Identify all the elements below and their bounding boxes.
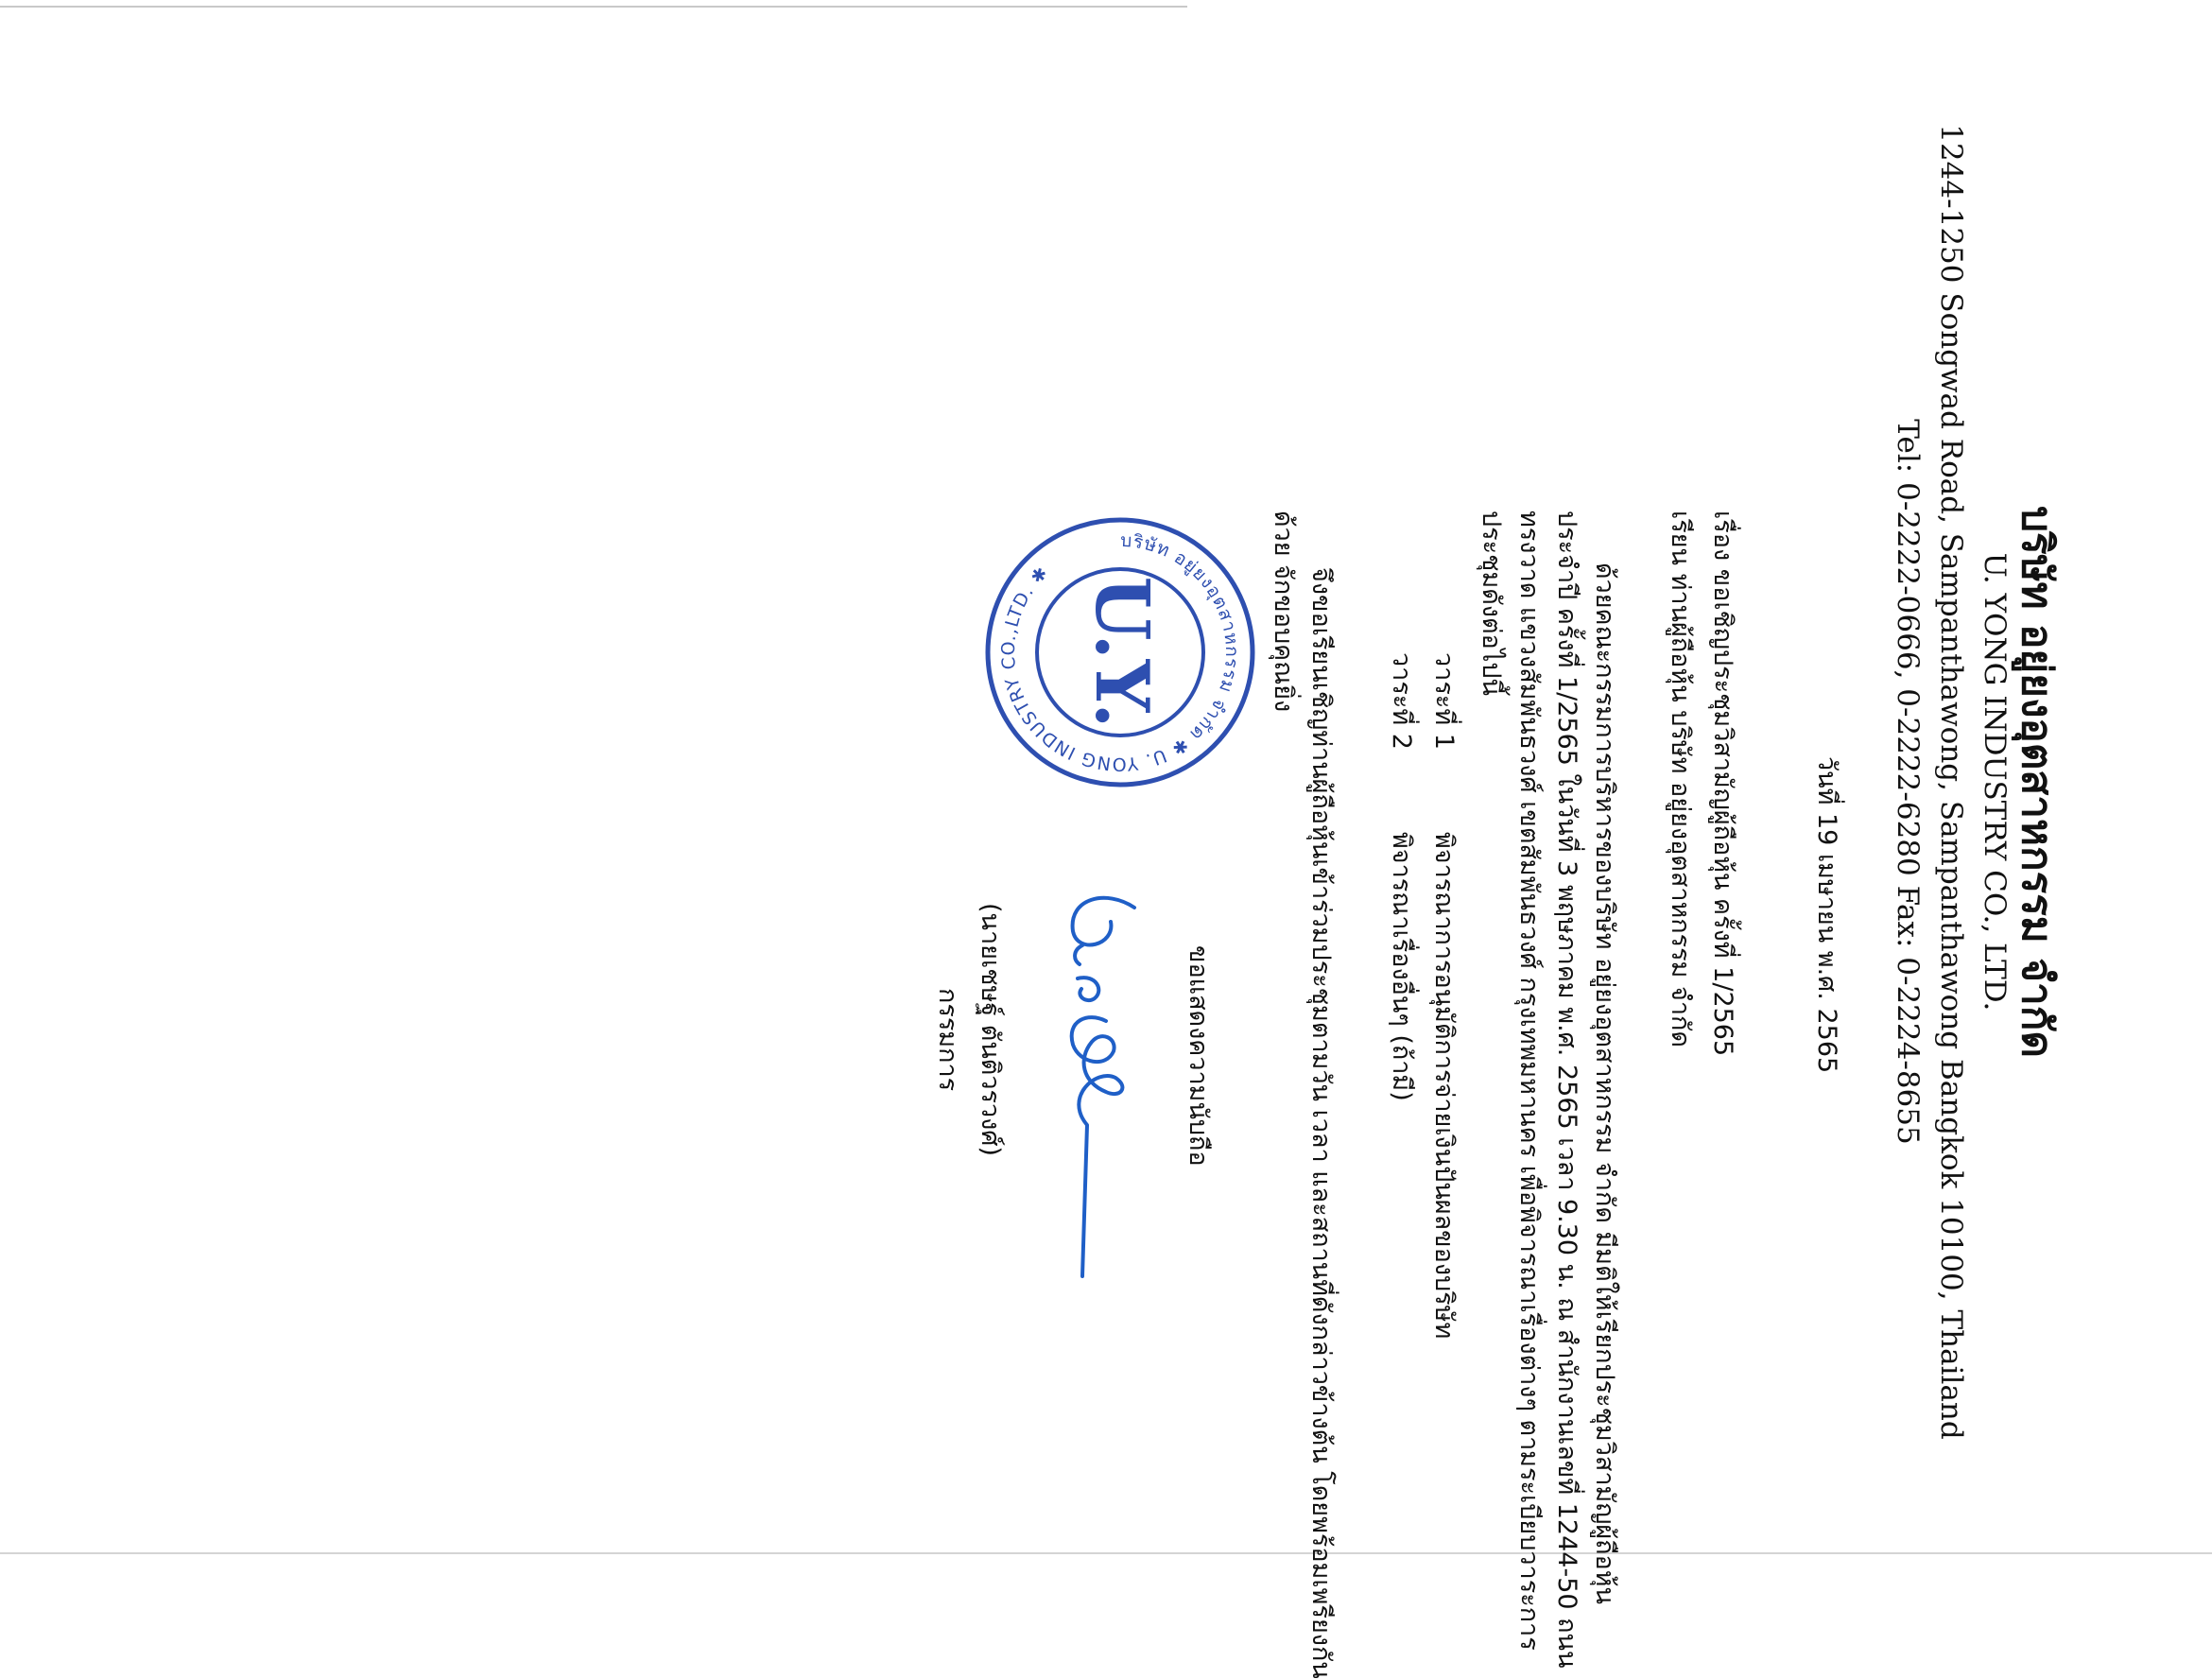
letter-date: วันที่ 19 เมษายน พ.ศ. 2565 xyxy=(1812,756,1841,1074)
company-contact: Tel: 0-2222-0666, 0-2222-6280 Fax: 0-2224-8655 xyxy=(1891,419,1925,1145)
handwritten-signature xyxy=(1011,879,1172,1286)
agenda-text: พิจารณาการอนุมัติการจ่ายเงินปันผลของบริษัท xyxy=(1429,832,1459,1340)
closing-line: ด้วย จักขอบคุณยิ่ง xyxy=(1269,511,1298,713)
agenda-label: วาระที่ 2 xyxy=(1387,652,1416,750)
body-line: ประชุมดังต่อไปนี้ xyxy=(1477,511,1506,696)
signer-title: กรรมการ xyxy=(933,988,962,1092)
company-name-english: U. YONG INDUSTRY CO., LTD. xyxy=(1978,552,2012,1012)
body-line: ประจำปี ครั้งที่ 1/2565 ในวันที่ 3 พฤษภาคม พ.ศ. 2565 เวลา 9.30 น. ณ สำนักงานเลขที่ 1244-50 ถนน xyxy=(1552,511,1581,1669)
agenda-label: วาระที่ 1 xyxy=(1429,652,1459,750)
svg-text:บริษัท อยู่ยงอุตสาหกรรม จำกัด: บริษัท อยู่ยงอุตสาหกรรม จำกัด ✱ U. YONG INDUSTRY CO.,LTD. ✱ xyxy=(997,529,1243,775)
body-line: ด้วยคณะกรรมการบริหารของบริษัท อยู่ยงอุตสาหกรรม จำกัด มีมติให้เรียกประชุมวิสามัญผู้ถือหุ้น xyxy=(1590,563,1619,1604)
letter-subject: เรื่อง ขอเชิญประชุมวิสามัญผู้ถือหุ้น ครั้งที่ 1/2565 xyxy=(1708,511,1737,1057)
company-address: 1244-1250 Songwad Road, Sampanthawong, Sampanthawong Bangkok 10100, Thailand xyxy=(1934,124,1968,1440)
body-line: ทรงวาด แขวงสัมพันธวงศ์ เขตสัมพันธวงศ์ กรุงเทพมหานคร เพื่อพิจารณาเรื่องต่างๆ ตามระเบียบวาระการ xyxy=(1514,511,1544,1651)
company-seal-stamp xyxy=(978,511,1262,794)
closing-regards: ขอแสดงความนับถือ xyxy=(1184,945,1213,1167)
closing-line: จึงขอเรียนเชิญท่านผู้ถือหุ้นเข้าร่วมประชุมตามวัน เวลา และสถานที่ดังกล่าวข้างต้น โดยพร้อมเพรียงกัน xyxy=(1306,567,1336,1679)
letter-salutation: เรียน ท่านผู้ถือหุ้น บริษัท อยู่ยงอุตสาหกรรม จำกัด xyxy=(1666,511,1695,1047)
company-name-thai: บริษัท อยู่ยงอุตสาหกรรม จำกัด xyxy=(2013,506,2061,1058)
signer-name: (นายเชษฐ์ ตันติวรวงศ์) xyxy=(976,903,1005,1157)
svg-text:U.Y.: U.Y. xyxy=(1079,576,1165,729)
agenda-text: พิจารณาเรื่องอื่นๆ (ถ้ามี) xyxy=(1387,832,1416,1101)
